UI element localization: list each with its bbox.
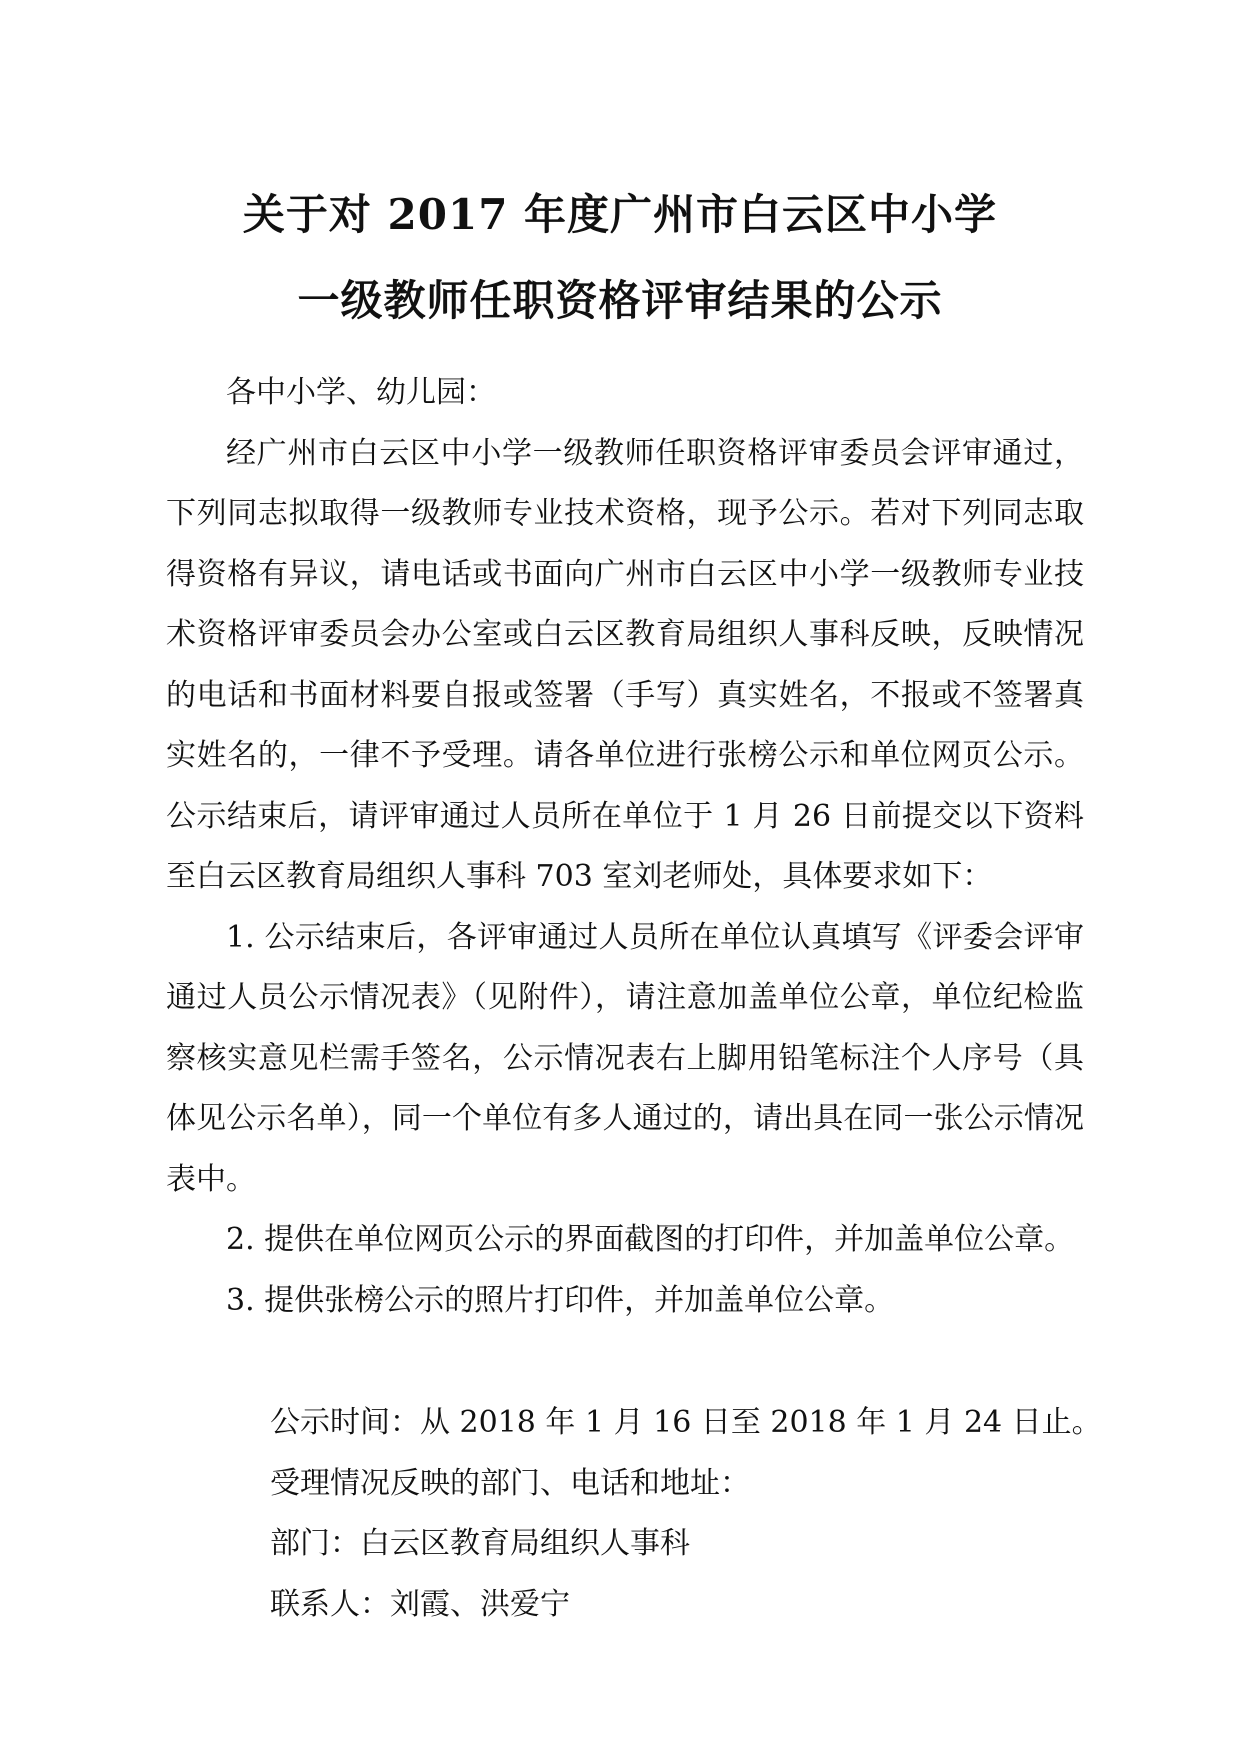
document-title-line-1: 关于对 2017 年度广州市白云区中小学 — [242, 190, 998, 239]
requirement-item-3: 3. 提供张榜公示的照片打印件，并加盖单位公章。 — [226, 1282, 895, 1318]
document-title-line-2: 一级教师任职资格评审结果的公示 — [297, 276, 943, 325]
salutation: 各中小学、幼儿园： — [226, 375, 496, 410]
document-body — [166, 363, 1084, 1331]
department-line: 部门：白云区教育局组织人事科 — [270, 1526, 690, 1561]
publicity-period: 公示时间：从 2018 年 1 月 16 日至 2018 年 1 月 24 日止。 — [270, 1405, 1102, 1440]
contact-details — [270, 1393, 1100, 1635]
contact-heading: 受理情况反映的部门、电话和地址： — [270, 1465, 750, 1501]
intro-paragraph: 经广州市白云区中小学一级教师任职资格评审委员会评审通过，下列同志拟取得一级教师专业技术资格，现予公示。若对下列同志取得资格有异议，请电话或书面向广州市白云区中小学一级教师专业技术资格评审委员会办公室或白云区教育局组织人事科反映，反映情况的电话和书面材料要自报或签署（手写）真实姓名，不报或不签署真实姓名的，一律不予受理。请各单位进行张榜公示和单位网页公示。公示结束后，请评审通过人员所在单位于 1 月 26 日前提交以下资料至白云区教育局组织人事科 703 室刘老师处，具体要求如下： — [166, 435, 1084, 894]
requirement-item-2: 2. 提供在单位网页公示的界面截图的打印件，并加盖单位公章。 — [226, 1222, 1075, 1257]
contact-person-line: 联系人：刘霞、洪爱宁 — [270, 1586, 570, 1622]
requirement-item-1: 1. 公示结束后，各评审通过人员所在单位认真填写《评委会评审通过人员公示情况表》（见附件），请注意加盖单位公章，单位纪检监察核实意见栏需手签名，公示情况表右上脚用铅笔标注个人序号（具体见公示名单），同一个单位有多人通过的，请出具在同一张公示情况表中。 — [166, 919, 1084, 1197]
